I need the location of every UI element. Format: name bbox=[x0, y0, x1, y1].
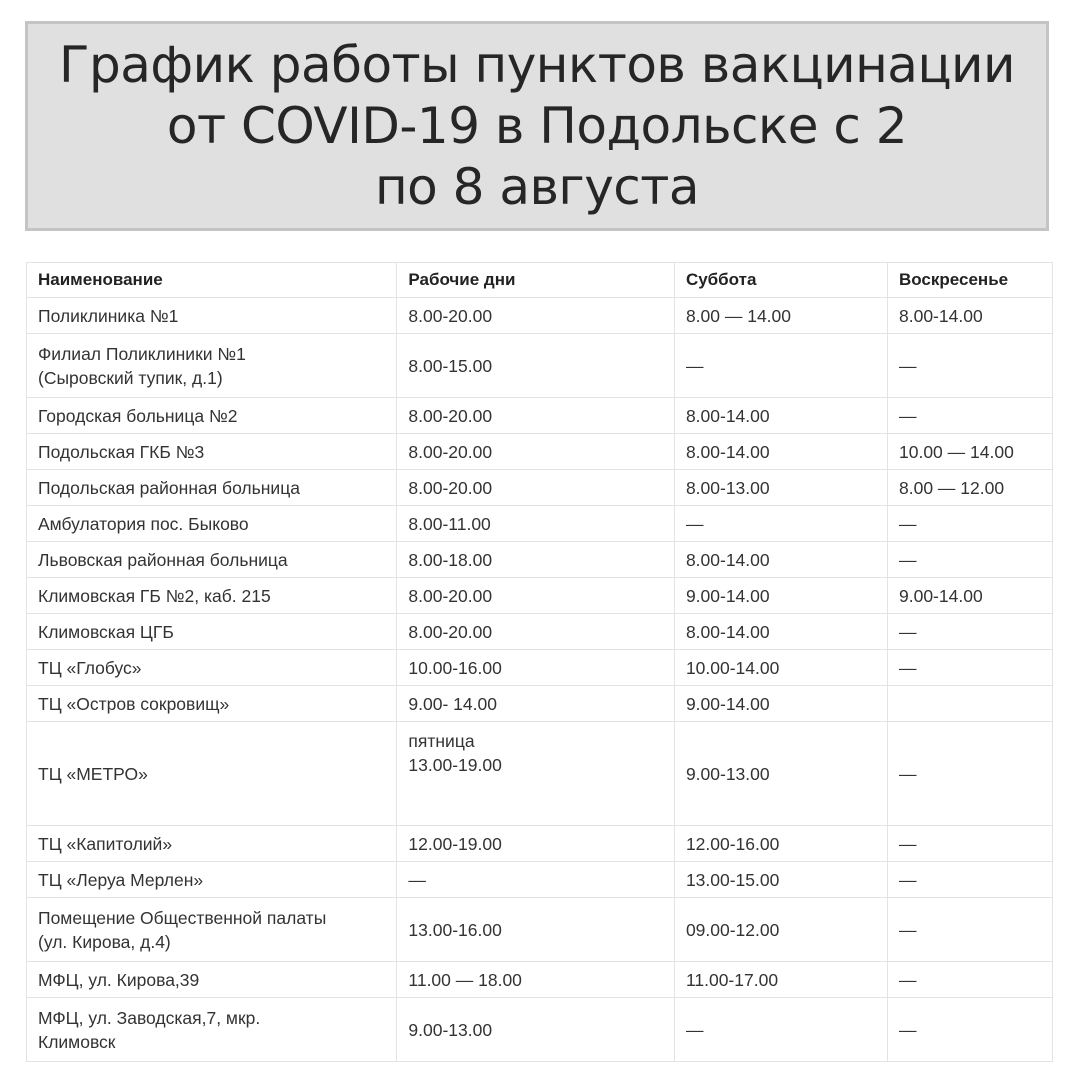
table-row bbox=[27, 826, 1053, 862]
cell-sunday: — bbox=[888, 998, 1053, 1062]
table-row bbox=[27, 506, 1053, 542]
cell-saturday: 12.00-16.00 bbox=[674, 826, 887, 862]
cell-saturday: 8.00-14.00 bbox=[674, 434, 887, 470]
cell-name: Климовская ГБ №2, каб. 215 bbox=[27, 578, 397, 614]
cell-sunday: — bbox=[888, 506, 1053, 542]
cell-sunday: — bbox=[888, 962, 1053, 998]
cell-saturday: — bbox=[674, 334, 887, 398]
cell-name: ТЦ «МЕТРО» bbox=[27, 722, 397, 826]
cell-sunday: — bbox=[888, 650, 1053, 686]
cell-sunday: — bbox=[888, 826, 1053, 862]
cell-workdays: 8.00-20.00 bbox=[397, 298, 675, 334]
cell-saturday: 8.00 — 14.00 bbox=[674, 298, 887, 334]
cell-name: ТЦ «Глобус» bbox=[27, 650, 397, 686]
table-row bbox=[27, 722, 1053, 826]
cell-workdays: 8.00-20.00 bbox=[397, 614, 675, 650]
header-saturday: Суббота bbox=[674, 263, 887, 298]
cell-workdays: 8.00-20.00 bbox=[397, 578, 675, 614]
table-row bbox=[27, 298, 1053, 334]
cell-saturday: 9.00-13.00 bbox=[674, 722, 887, 826]
table-row bbox=[27, 898, 1053, 962]
cell-saturday: 10.00-14.00 bbox=[674, 650, 887, 686]
cell-saturday: — bbox=[674, 998, 887, 1062]
title-line-2: от COVID-19 в Подольске с 2 bbox=[166, 96, 908, 155]
cell-workdays: пятница 13.00-19.00 bbox=[397, 722, 675, 826]
table-row bbox=[27, 398, 1053, 434]
table-header-row bbox=[27, 263, 1053, 298]
cell-sunday: — bbox=[888, 614, 1053, 650]
table-row bbox=[27, 962, 1053, 998]
cell-saturday: 8.00-13.00 bbox=[674, 470, 887, 506]
cell-workdays: 8.00-20.00 bbox=[397, 434, 675, 470]
cell-name: Филиал Поликлиники №1 (Сыровский тупик, д.1) bbox=[27, 334, 397, 398]
cell-workdays: 8.00-20.00 bbox=[397, 470, 675, 506]
cell-workdays: 8.00-15.00 bbox=[397, 334, 675, 398]
header-name: Наименование bbox=[27, 263, 397, 298]
cell-workdays: 10.00-16.00 bbox=[397, 650, 675, 686]
cell-workdays: — bbox=[397, 862, 675, 898]
cell-name: МФЦ, ул. Заводская,7, мкр. Климовск bbox=[27, 998, 397, 1062]
cell-name: Городская больница №2 bbox=[27, 398, 397, 434]
cell-name: Подольская ГКБ №3 bbox=[27, 434, 397, 470]
cell-sunday: 10.00 — 14.00 bbox=[888, 434, 1053, 470]
cell-workdays: 9.00-13.00 bbox=[397, 998, 675, 1062]
cell-sunday: — bbox=[888, 862, 1053, 898]
table-row bbox=[27, 650, 1053, 686]
cell-workdays: 8.00-11.00 bbox=[397, 506, 675, 542]
title-line-1: График работы пунктов вакцинации bbox=[59, 35, 1015, 94]
cell-sunday: — bbox=[888, 898, 1053, 962]
cell-name: ТЦ «Остров сокровищ» bbox=[27, 686, 397, 722]
cell-workdays: 9.00- 14.00 bbox=[397, 686, 675, 722]
table-row bbox=[27, 578, 1053, 614]
cell-workdays: 13.00-16.00 bbox=[397, 898, 675, 962]
vaccination-schedule-table bbox=[26, 262, 1053, 1062]
cell-saturday: 11.00-17.00 bbox=[674, 962, 887, 998]
title-line-3: по 8 августа bbox=[374, 157, 700, 216]
cell-name: Помещение Общественной палаты (ул. Кирова, д.4) bbox=[27, 898, 397, 962]
cell-sunday: 9.00-14.00 bbox=[888, 578, 1053, 614]
cell-name: Поликлиника №1 bbox=[27, 298, 397, 334]
header-sunday: Воскресенье bbox=[888, 263, 1053, 298]
cell-name: Львовская районная больница bbox=[27, 542, 397, 578]
table-row bbox=[27, 614, 1053, 650]
cell-saturday: 13.00-15.00 bbox=[674, 862, 887, 898]
cell-sunday: 8.00-14.00 bbox=[888, 298, 1053, 334]
table-row bbox=[27, 434, 1053, 470]
table-row bbox=[27, 470, 1053, 506]
cell-name: Амбулатория пос. Быково bbox=[27, 506, 397, 542]
cell-saturday: 8.00-14.00 bbox=[674, 542, 887, 578]
cell-name: Подольская районная больница bbox=[27, 470, 397, 506]
cell-sunday: — bbox=[888, 722, 1053, 826]
cell-saturday: 9.00-14.00 bbox=[674, 686, 887, 722]
cell-sunday bbox=[888, 686, 1053, 722]
cell-saturday: 09.00-12.00 bbox=[674, 898, 887, 962]
cell-workdays: 8.00-20.00 bbox=[397, 398, 675, 434]
cell-name: МФЦ, ул. Кирова,39 bbox=[27, 962, 397, 998]
table-row bbox=[27, 334, 1053, 398]
table-row bbox=[27, 686, 1053, 722]
cell-sunday: — bbox=[888, 334, 1053, 398]
cell-sunday: 8.00 — 12.00 bbox=[888, 470, 1053, 506]
header-workdays: Рабочие дни bbox=[397, 263, 675, 298]
cell-workdays: 11.00 — 18.00 bbox=[397, 962, 675, 998]
title-banner bbox=[25, 21, 1049, 231]
cell-saturday: 8.00-14.00 bbox=[674, 398, 887, 434]
cell-name: ТЦ «Леруа Мерлен» bbox=[27, 862, 397, 898]
table-row bbox=[27, 998, 1053, 1062]
cell-saturday: 8.00-14.00 bbox=[674, 614, 887, 650]
cell-sunday: — bbox=[888, 542, 1053, 578]
cell-workdays: 12.00-19.00 bbox=[397, 826, 675, 862]
cell-workdays: 8.00-18.00 bbox=[397, 542, 675, 578]
table-row bbox=[27, 542, 1053, 578]
table-row bbox=[27, 862, 1053, 898]
cell-sunday: — bbox=[888, 398, 1053, 434]
cell-saturday: — bbox=[674, 506, 887, 542]
cell-name: Климовская ЦГБ bbox=[27, 614, 397, 650]
cell-name: ТЦ «Капитолий» bbox=[27, 826, 397, 862]
cell-saturday: 9.00-14.00 bbox=[674, 578, 887, 614]
